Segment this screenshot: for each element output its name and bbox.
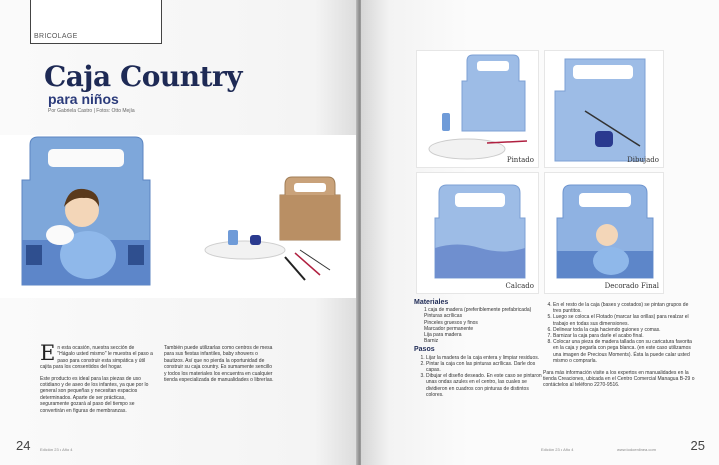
steps-column bbox=[543, 302, 698, 389]
caption-traced: Calcado bbox=[505, 282, 534, 290]
byline: Por Gabriela Castro | Fotos: Otto Mejía bbox=[48, 108, 135, 114]
list-item: 4. En el resto de la caja (bases y costados) se pintan grupos de tres puntitos. bbox=[553, 302, 698, 314]
intro-paragraph-2: Este producto es ideal para las piezas de uso cotidiano y de aseo de los infantes, ya que por lo general son pequeñas y necesitan espacios determinados. Aparte de ser prácticas, seguramente gozará al paso del tiempo se convertirán en figuras de membranzas. bbox=[40, 375, 149, 414]
plain-box-image bbox=[280, 177, 340, 240]
hero-photo bbox=[0, 135, 358, 298]
list-item: 6. Delinear toda la caja haciendo guiones y comas. bbox=[553, 327, 698, 333]
photo-traced bbox=[416, 172, 539, 294]
painted-box-image bbox=[417, 51, 539, 168]
intro-column bbox=[40, 341, 153, 419]
section-label: BRICOLAGE bbox=[34, 33, 78, 40]
drawn-box-image bbox=[545, 51, 664, 168]
steps-list-part2 bbox=[543, 302, 698, 364]
materials-heading: Materiales bbox=[414, 299, 449, 306]
materials-column bbox=[414, 300, 542, 398]
hero-illustration bbox=[0, 135, 358, 298]
list-item: 3. Dibujar el diseño deseado. En este caso se pintaron unas ondas azules en el centro, las cuales se dividieron en cuadros con pinturas de distintos colores. bbox=[426, 373, 542, 398]
second-column bbox=[164, 345, 274, 388]
more-info-paragraph: Para más información visite a los expertos en manualidades en la tienda Creaciones, ubicada en el Centro Comercial Managua B-29 o contáctelos al teléfono 2270-9516. bbox=[543, 370, 695, 389]
list-item: 2. Pintar la caja con las pinturas acrílicas. Darle dos capas. bbox=[426, 361, 542, 373]
page-number-right: 25 bbox=[690, 438, 705, 453]
steps-list-part1 bbox=[414, 355, 542, 398]
list-item: Pinturas acrílicas bbox=[424, 313, 463, 320]
left-page bbox=[0, 0, 358, 465]
list-item: 1 caja de madera (preferiblemente prefabricada) bbox=[424, 307, 532, 314]
list-item: 5. Luego se coloca el Flotado (marcar las orillas) para realzar el trabajo en todas sus dimensiones. bbox=[553, 314, 698, 326]
article-subtitle: para niños bbox=[48, 91, 119, 107]
photo-final bbox=[544, 172, 664, 294]
steps-heading: Pasos bbox=[414, 346, 435, 354]
column2-paragraph: También puede utilizarlas como centros de mesa para sus fiestas infantiles, baby showers o bautizos. Así que no pierda la oportunidad de construir su caja country. Es sumamente sencillo y todos los materiales los encuentra en cualquier tienda especializada de manualidades o librerías. bbox=[164, 345, 274, 384]
decorated-box-image bbox=[22, 137, 150, 285]
list-item: Lija para madera bbox=[424, 332, 462, 339]
traced-box-image bbox=[417, 173, 539, 294]
caption-drawn: Dibujado bbox=[627, 156, 659, 164]
article-title: Caja Country bbox=[44, 60, 243, 93]
footer-right-url: www.todoenlinea.com bbox=[617, 447, 656, 452]
photo-drawn bbox=[544, 50, 664, 168]
list-item: 1. Lijar la madera de la caja entera y limpiar residuos. bbox=[426, 355, 542, 361]
intro-paragraph-1: n esta ocasión, nuestra sección de "Hágalo usted mismo" le muestra el paso a paso para construir esta simpática y útil cajita para los consentidos del hogar. bbox=[40, 345, 153, 371]
list-item: Pinceles gruesos y finos bbox=[424, 319, 478, 326]
list-item: Barniz bbox=[424, 338, 439, 345]
photo-painted bbox=[416, 50, 539, 168]
final-box-image bbox=[545, 173, 664, 294]
caption-painted: Pintado bbox=[506, 156, 534, 164]
caption-final: Decorado Final bbox=[604, 282, 659, 290]
list-item: 8. Colocar una pieza de madera tallada con su caricatura favorita en la caja y pegarla con pega blanca. (en este caso utilizamos una imagen de Precious Moments). Ésta la puede calar usted mismo o comprarla. bbox=[553, 339, 698, 364]
footer-left: Edición 23 • Año 4 bbox=[40, 447, 73, 452]
list-item: 7. Barnizar la caja para darle el acabo final. bbox=[553, 333, 698, 339]
footer-right-edition: Edición 23 • Año 4 bbox=[541, 447, 574, 452]
list-item: Marcador permanente bbox=[424, 325, 474, 332]
page-number-left: 24 bbox=[16, 438, 31, 453]
drop-cap: E bbox=[40, 341, 56, 365]
materials-list bbox=[414, 307, 542, 344]
